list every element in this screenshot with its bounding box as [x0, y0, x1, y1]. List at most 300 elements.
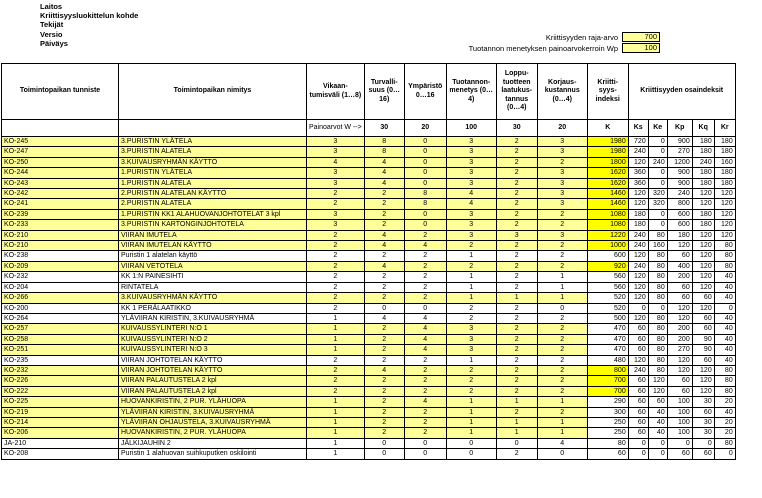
cell-ks[interactable]: 120 [628, 293, 648, 303]
cell-kp[interactable]: 270 [667, 345, 692, 355]
cell-turva[interactable]: 2 [364, 324, 404, 334]
cell-korjaus[interactable]: 2 [537, 355, 587, 365]
cell-turva[interactable]: 2 [364, 334, 404, 344]
cell-kq[interactable]: 120 [692, 241, 714, 251]
table-row[interactable] [2, 428, 736, 438]
cell-ymparisto[interactable]: 2 [404, 365, 446, 375]
table-row[interactable] [2, 313, 736, 323]
cell-kq[interactable]: 60 [692, 449, 714, 459]
cell-vika[interactable]: 1 [307, 313, 365, 323]
cell-name[interactable]: Puristin 1 alahuovan suihkuputken oskilointi [119, 449, 307, 459]
cell-vika[interactable]: 4 [307, 157, 365, 167]
cell-k[interactable]: 60 [587, 449, 628, 459]
cell-k[interactable]: 1080 [587, 209, 628, 219]
cell-name[interactable]: 1.PURISTIN ALATELA [119, 178, 307, 188]
table-row[interactable] [2, 303, 736, 313]
cell-laatu[interactable]: 2 [496, 376, 537, 386]
cell-ks[interactable]: 60 [628, 334, 648, 344]
cell-korjaus[interactable]: 3 [537, 199, 587, 209]
table-row[interactable] [2, 407, 736, 417]
cell-ks[interactable]: 60 [628, 417, 648, 427]
cell-kq[interactable]: 120 [692, 199, 714, 209]
table-row[interactable] [2, 199, 736, 209]
cell-laatu[interactable]: 1 [496, 417, 537, 427]
cell-turva[interactable]: 4 [364, 241, 404, 251]
cell-kq[interactable]: 30 [692, 397, 714, 407]
cell-kr[interactable]: 80 [714, 365, 735, 375]
cell-turva[interactable]: 8 [364, 147, 404, 157]
cell-ymparisto[interactable]: 0 [404, 303, 446, 313]
cell-ks[interactable]: 180 [628, 209, 648, 219]
cell-tuotanto[interactable]: 3 [446, 230, 496, 240]
cell-korjaus[interactable]: 2 [537, 251, 587, 261]
cell-name[interactable]: VIIRAN JOHTOTELAN KÄYTTÖ [119, 355, 307, 365]
cell-korjaus[interactable]: 2 [537, 313, 587, 323]
cell-kq[interactable]: 60 [692, 355, 714, 365]
cell-laatu[interactable]: 1 [496, 397, 537, 407]
cell-k[interactable]: 560 [587, 272, 628, 282]
cell-kr[interactable]: 80 [714, 261, 735, 271]
cell-tuotanto[interactable]: 2 [446, 313, 496, 323]
cell-tuotanto[interactable]: 0 [446, 449, 496, 459]
cell-k[interactable]: 520 [587, 293, 628, 303]
cell-name[interactable]: HUOVANKIRISTIN, 2 PUR. YLÄHUOPA [119, 397, 307, 407]
cell-kr[interactable]: 40 [714, 293, 735, 303]
cell-kp[interactable]: 100 [667, 397, 692, 407]
cell-korjaus[interactable]: 1 [537, 272, 587, 282]
cell-name[interactable]: VIIRAN PALAUTUSTELA 2 kpl [119, 376, 307, 386]
cell-kp[interactable]: 120 [667, 355, 692, 365]
table-row[interactable] [2, 376, 736, 386]
cell-kp[interactable]: 600 [667, 209, 692, 219]
cell-id[interactable]: KO-250 [2, 157, 119, 167]
cell-laatu[interactable]: 2 [496, 282, 537, 292]
cell-kr[interactable]: 40 [714, 282, 735, 292]
cell-tuotanto[interactable]: 3 [446, 168, 496, 178]
cell-ks[interactable]: 60 [628, 407, 648, 417]
cell-tuotanto[interactable]: 4 [446, 189, 496, 199]
cell-laatu[interactable]: 2 [496, 261, 537, 271]
param-raja-value[interactable]: 700 [622, 32, 660, 42]
cell-id[interactable]: KO-235 [2, 355, 119, 365]
cell-k[interactable]: 1980 [587, 137, 628, 147]
cell-tuotanto[interactable]: 3 [446, 334, 496, 344]
cell-k[interactable]: 1620 [587, 178, 628, 188]
cell-korjaus[interactable]: 2 [537, 157, 587, 167]
cell-korjaus[interactable]: 1 [537, 293, 587, 303]
cell-vika[interactable]: 2 [307, 303, 365, 313]
cell-tuotanto[interactable]: 1 [446, 251, 496, 261]
cell-turva[interactable]: 2 [364, 293, 404, 303]
cell-k[interactable]: 480 [587, 355, 628, 365]
cell-turva[interactable]: 4 [364, 178, 404, 188]
cell-ymparisto[interactable]: 8 [404, 189, 446, 199]
cell-tuotanto[interactable]: 1 [446, 282, 496, 292]
cell-kp[interactable]: 120 [667, 241, 692, 251]
cell-laatu[interactable]: 2 [496, 449, 537, 459]
cell-ks[interactable]: 240 [628, 365, 648, 375]
cell-vika[interactable]: 3 [307, 147, 365, 157]
cell-kp[interactable]: 120 [667, 313, 692, 323]
cell-kr[interactable]: 0 [714, 303, 735, 313]
cell-ymparisto[interactable]: 2 [404, 376, 446, 386]
cell-turva[interactable]: 2 [364, 199, 404, 209]
cell-ymparisto[interactable]: 4 [404, 324, 446, 334]
cell-tuotanto[interactable]: 3 [446, 220, 496, 230]
cell-turva[interactable]: 2 [364, 251, 404, 261]
cell-tuotanto[interactable]: 2 [446, 303, 496, 313]
cell-id[interactable]: KO-225 [2, 397, 119, 407]
cell-laatu[interactable]: 3 [496, 230, 537, 240]
table-row[interactable] [2, 147, 736, 157]
cell-turva[interactable]: 2 [364, 417, 404, 427]
cell-name[interactable]: Puristin 1 alatelan käyttö [119, 251, 307, 261]
cell-korjaus[interactable]: 1 [537, 417, 587, 427]
cell-id[interactable]: KO-257 [2, 324, 119, 334]
cell-ymparisto[interactable]: 2 [404, 272, 446, 282]
cell-ymparisto[interactable]: 0 [404, 147, 446, 157]
cell-k[interactable]: 1460 [587, 199, 628, 209]
cell-vika[interactable]: 3 [307, 168, 365, 178]
table-row[interactable] [2, 438, 736, 448]
cell-k[interactable]: 1460 [587, 189, 628, 199]
cell-tuotanto[interactable]: 2 [446, 376, 496, 386]
cell-vika[interactable]: 2 [307, 199, 365, 209]
cell-kp[interactable]: 900 [667, 137, 692, 147]
cell-name[interactable]: 1.PURISTIN YLÄTELA [119, 168, 307, 178]
table-row[interactable] [2, 220, 736, 230]
cell-tuotanto[interactable]: 3 [446, 178, 496, 188]
cell-turva[interactable]: 4 [364, 157, 404, 167]
cell-kq[interactable]: 60 [692, 324, 714, 334]
cell-turva[interactable]: 2 [364, 407, 404, 417]
cell-kp[interactable]: 200 [667, 272, 692, 282]
cell-name[interactable]: RINTATELA [119, 282, 307, 292]
cell-laatu[interactable]: 2 [496, 334, 537, 344]
cell-k[interactable]: 250 [587, 428, 628, 438]
cell-vika[interactable]: 3 [307, 220, 365, 230]
cell-name[interactable]: 3.KUIVAUSRYHMÄN KÄYTTÖ [119, 293, 307, 303]
cell-tuotanto[interactable]: 1 [446, 355, 496, 365]
cell-korjaus[interactable]: 2 [537, 365, 587, 375]
cell-kp[interactable]: 120 [667, 303, 692, 313]
cell-ymparisto[interactable]: 0 [404, 449, 446, 459]
cell-ke[interactable]: 0 [648, 168, 667, 178]
cell-name[interactable]: 1.PURISTIN KK1 ALAHUOVANJOHTOTELAT 3 kpl [119, 209, 307, 219]
cell-name[interactable]: 2.PURISTIN ALATELAN KÄYTTÖ [119, 189, 307, 199]
cell-id[interactable]: KO-243 [2, 178, 119, 188]
cell-ks[interactable]: 240 [628, 261, 648, 271]
cell-kr[interactable]: 80 [714, 241, 735, 251]
cell-korjaus[interactable]: 3 [537, 168, 587, 178]
cell-tuotanto[interactable]: 3 [446, 324, 496, 334]
cell-k[interactable]: 700 [587, 386, 628, 396]
cell-ymparisto[interactable]: 4 [404, 334, 446, 344]
cell-korjaus[interactable]: 2 [537, 376, 587, 386]
cell-kq[interactable]: 120 [692, 386, 714, 396]
cell-ymparisto[interactable]: 2 [404, 282, 446, 292]
cell-id[interactable]: KO-241 [2, 199, 119, 209]
cell-kq[interactable]: 90 [692, 345, 714, 355]
cell-kp[interactable]: 60 [667, 293, 692, 303]
cell-turva[interactable]: 2 [364, 209, 404, 219]
cell-kr[interactable]: 180 [714, 168, 735, 178]
cell-ymparisto[interactable]: 0 [404, 137, 446, 147]
cell-kp[interactable]: 60 [667, 251, 692, 261]
cell-vika[interactable]: 1 [307, 449, 365, 459]
cell-name[interactable]: VIIRAN PALAUTUSTELA 2 kpl [119, 386, 307, 396]
cell-kp[interactable]: 1200 [667, 157, 692, 167]
cell-k[interactable]: 1620 [587, 168, 628, 178]
cell-kp[interactable]: 60 [667, 376, 692, 386]
table-row[interactable] [2, 397, 736, 407]
cell-turva[interactable]: 4 [364, 168, 404, 178]
cell-vika[interactable]: 2 [307, 365, 365, 375]
cell-vika[interactable]: 2 [307, 282, 365, 292]
cell-vika[interactable]: 2 [307, 272, 365, 282]
cell-kq[interactable]: 30 [692, 417, 714, 427]
cell-vika[interactable]: 2 [307, 251, 365, 261]
cell-kp[interactable]: 180 [667, 230, 692, 240]
cell-name[interactable]: JÄLKIJAUHIN 2 [119, 438, 307, 448]
cell-k[interactable]: 1220 [587, 230, 628, 240]
cell-ks[interactable]: 720 [628, 137, 648, 147]
cell-ke[interactable]: 0 [648, 303, 667, 313]
cell-id[interactable]: KO-219 [2, 407, 119, 417]
cell-name[interactable]: 3.KUIVAUSRYHMÄN KÄYTTÖ [119, 157, 307, 167]
cell-kp[interactable]: 100 [667, 428, 692, 438]
cell-k[interactable]: 1800 [587, 157, 628, 167]
cell-kp[interactable]: 100 [667, 407, 692, 417]
cell-ks[interactable]: 120 [628, 282, 648, 292]
cell-kr[interactable]: 80 [714, 376, 735, 386]
cell-laatu[interactable]: 2 [496, 168, 537, 178]
cell-laatu[interactable]: 2 [496, 355, 537, 365]
cell-korjaus[interactable]: 0 [537, 449, 587, 459]
cell-id[interactable]: KO-247 [2, 147, 119, 157]
cell-ke[interactable]: 80 [648, 261, 667, 271]
cell-laatu[interactable]: 2 [496, 365, 537, 375]
cell-korjaus[interactable]: 1 [537, 428, 587, 438]
cell-ymparisto[interactable]: 2 [404, 293, 446, 303]
cell-vika[interactable]: 1 [307, 324, 365, 334]
cell-korjaus[interactable]: 2 [537, 334, 587, 344]
cell-ymparisto[interactable]: 0 [404, 220, 446, 230]
cell-vika[interactable]: 1 [307, 407, 365, 417]
cell-laatu[interactable]: 0 [496, 438, 537, 448]
cell-ke[interactable]: 120 [648, 386, 667, 396]
cell-kp[interactable]: 600 [667, 220, 692, 230]
table-row[interactable] [2, 209, 736, 219]
cell-tuotanto[interactable]: 1 [446, 272, 496, 282]
cell-kr[interactable]: 40 [714, 334, 735, 344]
cell-kq[interactable]: 90 [692, 334, 714, 344]
cell-kp[interactable]: 0 [667, 438, 692, 448]
table-row[interactable] [2, 261, 736, 271]
table-row[interactable] [2, 355, 736, 365]
cell-vika[interactable]: 2 [307, 241, 365, 251]
cell-ke[interactable]: 40 [648, 407, 667, 417]
cell-kq[interactable]: 120 [692, 365, 714, 375]
cell-kq[interactable]: 120 [692, 261, 714, 271]
cell-laatu[interactable]: 2 [496, 272, 537, 282]
cell-ks[interactable]: 0 [628, 303, 648, 313]
cell-k[interactable]: 1000 [587, 241, 628, 251]
cell-laatu[interactable]: 2 [496, 178, 537, 188]
cell-kr[interactable]: 120 [714, 209, 735, 219]
cell-turva[interactable]: 2 [364, 220, 404, 230]
cell-ke[interactable]: 80 [648, 355, 667, 365]
cell-korjaus[interactable]: 3 [537, 189, 587, 199]
table-row[interactable] [2, 137, 736, 147]
cell-ymparisto[interactable]: 2 [404, 407, 446, 417]
cell-ke[interactable]: 80 [648, 365, 667, 375]
cell-ymparisto[interactable]: 2 [404, 355, 446, 365]
cell-k[interactable]: 600 [587, 251, 628, 261]
cell-tuotanto[interactable]: 3 [446, 345, 496, 355]
cell-name[interactable]: 2.PURISTIN ALATELA [119, 199, 307, 209]
cell-k[interactable]: 250 [587, 417, 628, 427]
cell-vika[interactable]: 3 [307, 137, 365, 147]
cell-laatu[interactable]: 1 [496, 428, 537, 438]
cell-kr[interactable]: 40 [714, 313, 735, 323]
cell-kr[interactable]: 80 [714, 386, 735, 396]
cell-vika[interactable]: 2 [307, 230, 365, 240]
cell-korjaus[interactable]: 2 [537, 386, 587, 396]
cell-kr[interactable]: 0 [714, 449, 735, 459]
table-row[interactable] [2, 386, 736, 396]
cell-tuotanto[interactable]: 2 [446, 241, 496, 251]
cell-name[interactable]: YLÄVIIRAN KIRISTIN, 3.KUIVAUSRYHMÄ [119, 313, 307, 323]
cell-kq[interactable]: 120 [692, 303, 714, 313]
cell-korjaus[interactable]: 3 [537, 230, 587, 240]
cell-laatu[interactable]: 2 [496, 157, 537, 167]
cell-laatu[interactable]: 2 [496, 209, 537, 219]
table-row[interactable] [2, 324, 736, 334]
cell-ks[interactable]: 60 [628, 397, 648, 407]
cell-kr[interactable]: 120 [714, 230, 735, 240]
cell-tuotanto[interactable]: 1 [446, 428, 496, 438]
cell-kp[interactable]: 60 [667, 282, 692, 292]
cell-korjaus[interactable]: 1 [537, 282, 587, 292]
table-row[interactable] [2, 449, 736, 459]
cell-ks[interactable]: 120 [628, 199, 648, 209]
cell-kp[interactable]: 200 [667, 334, 692, 344]
cell-vika[interactable]: 1 [307, 334, 365, 344]
cell-ke[interactable]: 0 [648, 220, 667, 230]
cell-laatu[interactable]: 2 [496, 220, 537, 230]
cell-kq[interactable]: 180 [692, 220, 714, 230]
cell-turva[interactable]: 2 [364, 345, 404, 355]
table-row[interactable] [2, 178, 736, 188]
cell-k[interactable]: 800 [587, 365, 628, 375]
cell-ks[interactable]: 120 [628, 157, 648, 167]
cell-ymparisto[interactable]: 2 [404, 261, 446, 271]
cell-id[interactable]: KO-258 [2, 334, 119, 344]
cell-laatu[interactable]: 2 [496, 251, 537, 261]
cell-name[interactable]: KUIVAUSSYLINTERI N:O 3 [119, 345, 307, 355]
cell-k[interactable]: 300 [587, 407, 628, 417]
cell-k[interactable]: 1080 [587, 220, 628, 230]
cell-vika[interactable]: 2 [307, 261, 365, 271]
cell-korjaus[interactable]: 0 [537, 303, 587, 313]
cell-ks[interactable]: 60 [628, 386, 648, 396]
cell-tuotanto[interactable]: 2 [446, 261, 496, 271]
cell-kr[interactable]: 160 [714, 157, 735, 167]
cell-korjaus[interactable]: 2 [537, 407, 587, 417]
cell-korjaus[interactable]: 4 [537, 438, 587, 448]
cell-kr[interactable]: 120 [714, 189, 735, 199]
table-row[interactable] [2, 417, 736, 427]
cell-id[interactable]: KO-209 [2, 261, 119, 271]
cell-k[interactable]: 290 [587, 397, 628, 407]
cell-id[interactable]: KO-210 [2, 241, 119, 251]
cell-kq[interactable]: 180 [692, 137, 714, 147]
cell-kq[interactable]: 120 [692, 230, 714, 240]
cell-kr[interactable]: 40 [714, 355, 735, 365]
cell-turva[interactable]: 4 [364, 261, 404, 271]
cell-ks[interactable]: 120 [628, 272, 648, 282]
cell-ymparisto[interactable]: 4 [404, 241, 446, 251]
cell-tuotanto[interactable]: 1 [446, 407, 496, 417]
cell-korjaus[interactable]: 2 [537, 324, 587, 334]
cell-ks[interactable]: 180 [628, 220, 648, 230]
cell-kq[interactable]: 120 [692, 376, 714, 386]
cell-vika[interactable]: 1 [307, 417, 365, 427]
table-row[interactable] [2, 282, 736, 292]
cell-kr[interactable]: 40 [714, 324, 735, 334]
cell-kr[interactable]: 40 [714, 345, 735, 355]
cell-id[interactable]: KO-222 [2, 386, 119, 396]
cell-name[interactable]: VIIRAN IMUTELAN KÄYTTÖ [119, 241, 307, 251]
cell-ke[interactable]: 80 [648, 324, 667, 334]
cell-k[interactable]: 470 [587, 324, 628, 334]
cell-kr[interactable]: 80 [714, 438, 735, 448]
cell-ke[interactable]: 80 [648, 334, 667, 344]
cell-ke[interactable]: 0 [648, 209, 667, 219]
cell-vika[interactable]: 2 [307, 189, 365, 199]
cell-kr[interactable]: 180 [714, 147, 735, 157]
cell-k[interactable]: 80 [587, 438, 628, 448]
cell-vika[interactable]: 1 [307, 345, 365, 355]
cell-ymparisto[interactable]: 4 [404, 345, 446, 355]
cell-k[interactable]: 1980 [587, 147, 628, 157]
cell-vika[interactable]: 2 [307, 355, 365, 365]
cell-kq[interactable]: 180 [692, 209, 714, 219]
table-row[interactable] [2, 230, 736, 240]
cell-ymparisto[interactable]: 4 [404, 313, 446, 323]
table-row[interactable] [2, 241, 736, 251]
cell-kp[interactable]: 800 [667, 199, 692, 209]
cell-name[interactable]: VIIRAN VETOTELA [119, 261, 307, 271]
cell-id[interactable]: KO-251 [2, 345, 119, 355]
table-row[interactable] [2, 345, 736, 355]
cell-ymparisto[interactable]: 2 [404, 386, 446, 396]
cell-kp[interactable]: 200 [667, 324, 692, 334]
cell-kp[interactable]: 120 [667, 365, 692, 375]
cell-kq[interactable]: 60 [692, 313, 714, 323]
cell-tuotanto[interactable]: 2 [446, 386, 496, 396]
cell-ymparisto[interactable]: 0 [404, 168, 446, 178]
cell-turva[interactable]: 2 [364, 272, 404, 282]
cell-ke[interactable]: 240 [648, 157, 667, 167]
cell-tuotanto[interactable]: 4 [446, 199, 496, 209]
cell-turva[interactable]: 4 [364, 230, 404, 240]
cell-ke[interactable]: 320 [648, 189, 667, 199]
cell-id[interactable]: KO-232 [2, 272, 119, 282]
cell-ke[interactable]: 80 [648, 345, 667, 355]
table-row[interactable] [2, 157, 736, 167]
